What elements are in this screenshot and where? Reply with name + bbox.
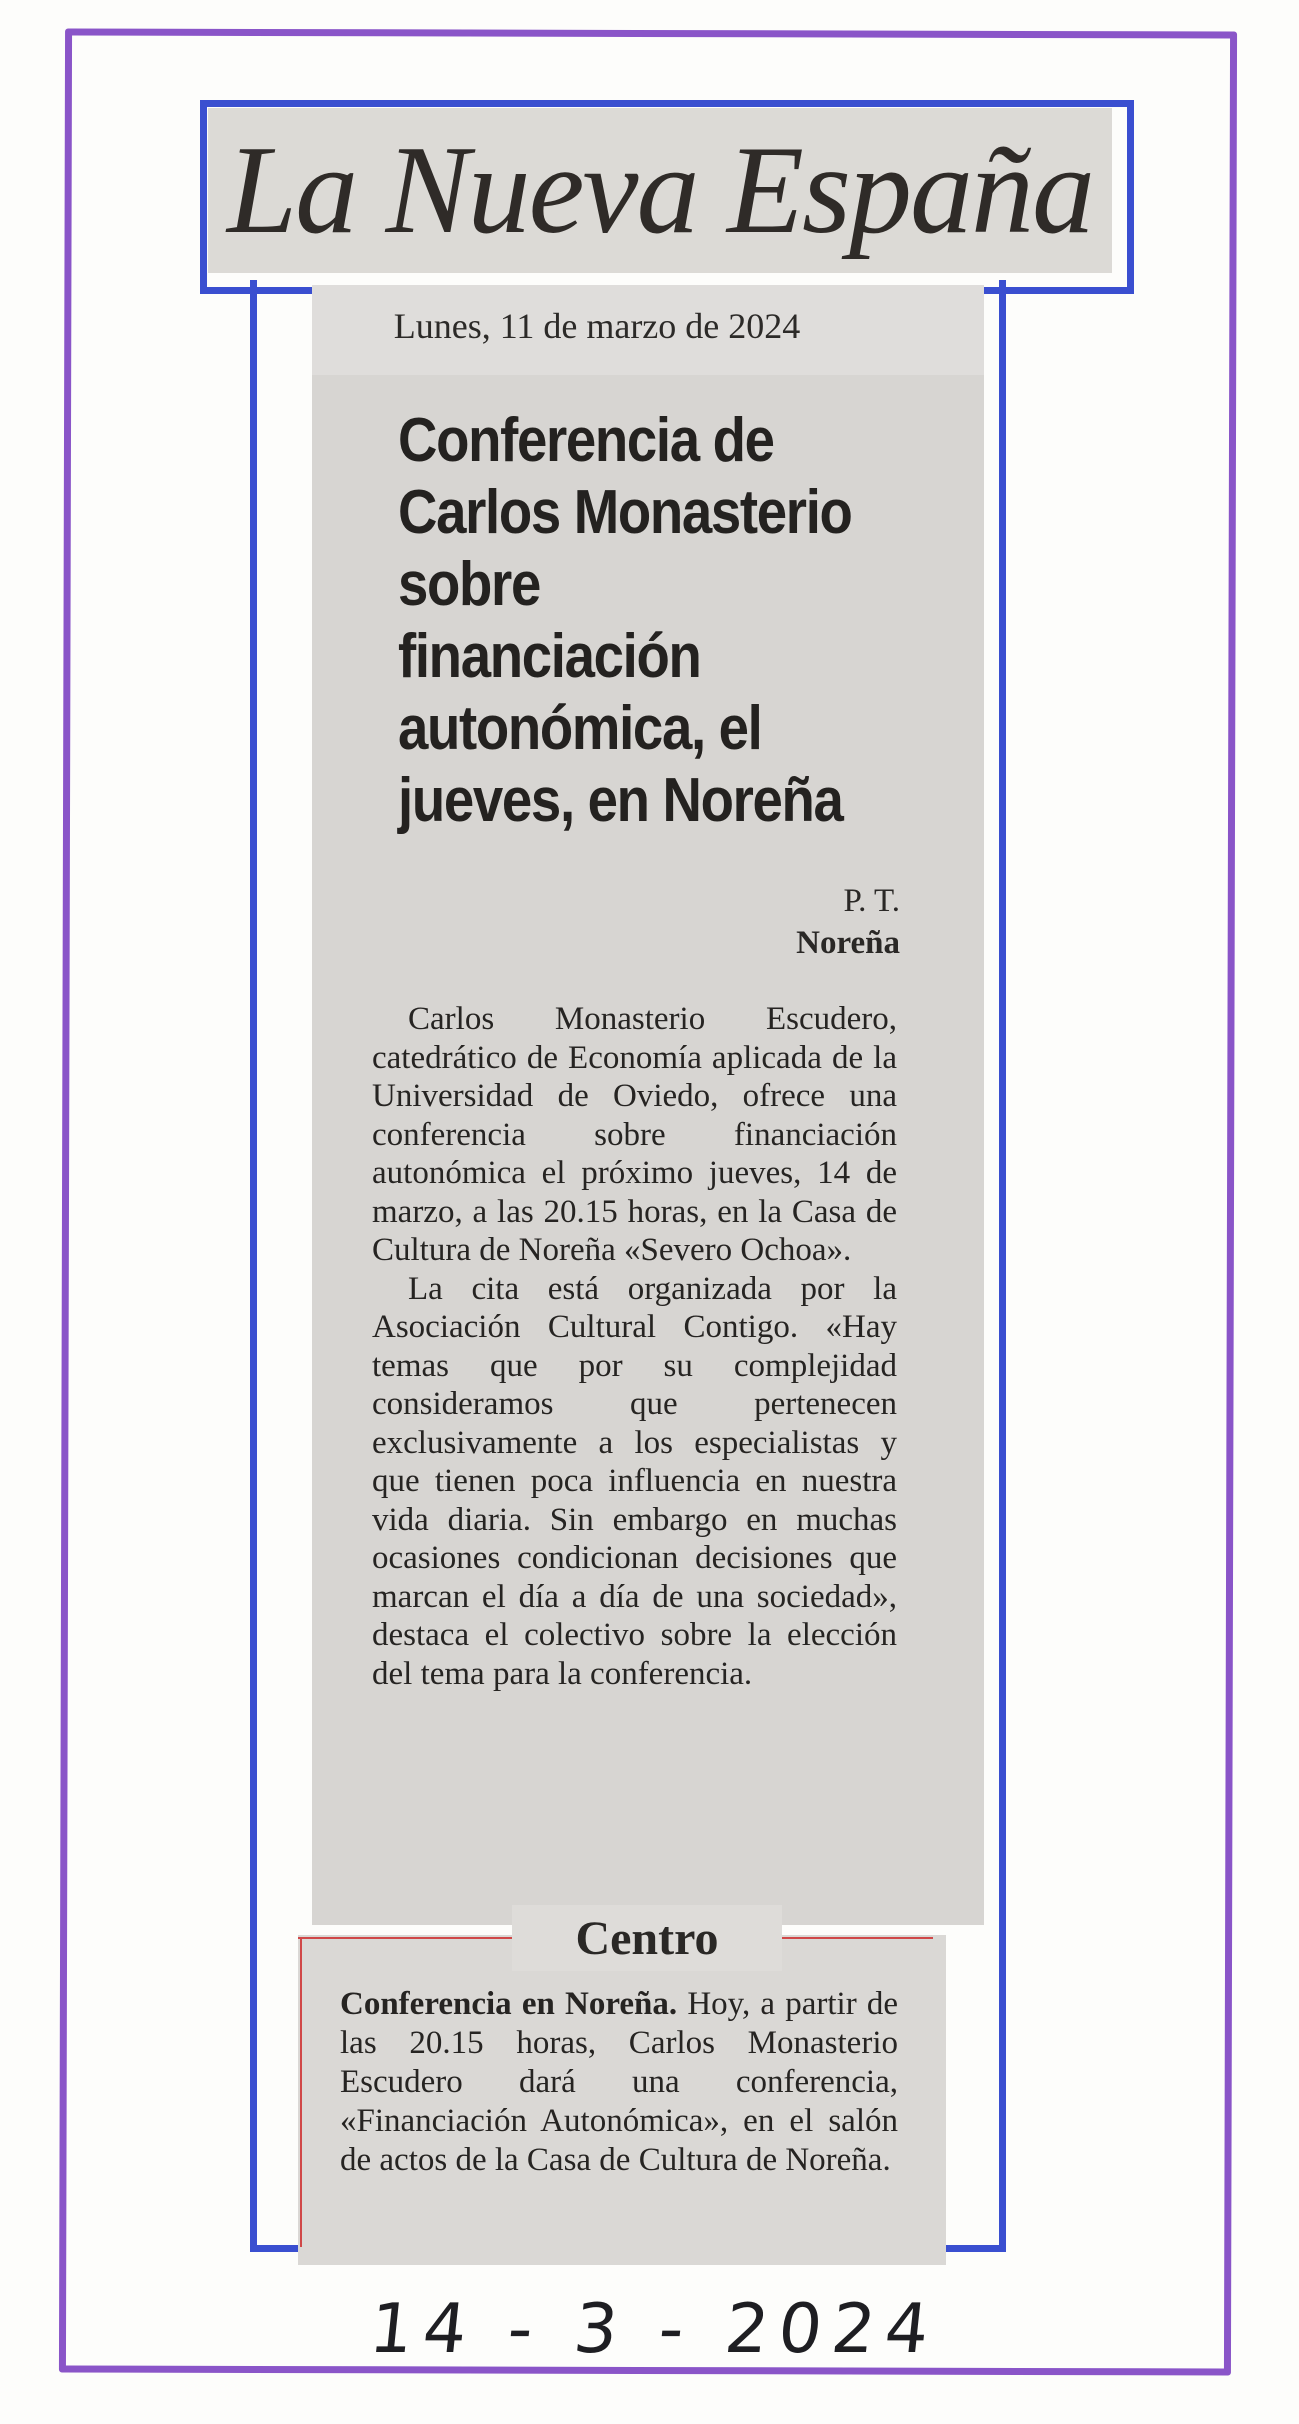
article-paragraph: La cita está organizada por la Asociación Cultural Contigo. «Hay temas que por su complejidad consideramos que pertenecen exclusivamente a los especialistas y que tienen poca influencia en nuestra vida diaria. Sin embargo en muchas ocasiones condicionan decisiones que marcan el día a día de una sociedad», destaca el colectivo sobre la elección del tema para la conferencia. bbox=[372, 1270, 897, 1692]
section-label: Centro bbox=[575, 1911, 719, 1965]
newspaper-title: La Nueva España bbox=[227, 120, 1093, 260]
article-paragraph: Carlos Monasterio Escudero, catedrático de Economía aplicada de la Universidad de Oviedo, ofrece una conferencia sobre financiación autonómica el próximo jueves, 14 de marzo, a las 20.15 horas, en la Casa de Cultura de Noreña «Severo Ochoa». bbox=[372, 1001, 897, 1268]
byline-place: Noreña bbox=[796, 925, 900, 961]
byline-author: P. T. bbox=[843, 883, 900, 919]
brief-body: Hoy, a partir de las 20.15 horas, Carlos Monasterio Escudero dará una conferencia, «Financiación Autonómica», en el salón de actos de la Casa de Cultura de Noreña. bbox=[340, 1986, 898, 2178]
article-headline: Conferencia de Carlos Monasterio sobre financiación autonómica, el jueves, en Noreña bbox=[398, 406, 852, 835]
handwritten-date: 14 - 3 - 2024 bbox=[365, 2290, 943, 2369]
section-tag bbox=[512, 1905, 782, 1971]
byline bbox=[680, 880, 900, 964]
brief-text bbox=[340, 1985, 898, 2180]
masthead bbox=[208, 108, 1112, 273]
article-date: Lunes, 11 de marzo de 2024 bbox=[393, 306, 801, 346]
article-body bbox=[372, 1000, 897, 1693]
brief-lead: Conferencia en Noreña. bbox=[340, 1986, 678, 2022]
red-rule-left bbox=[300, 1937, 302, 2247]
